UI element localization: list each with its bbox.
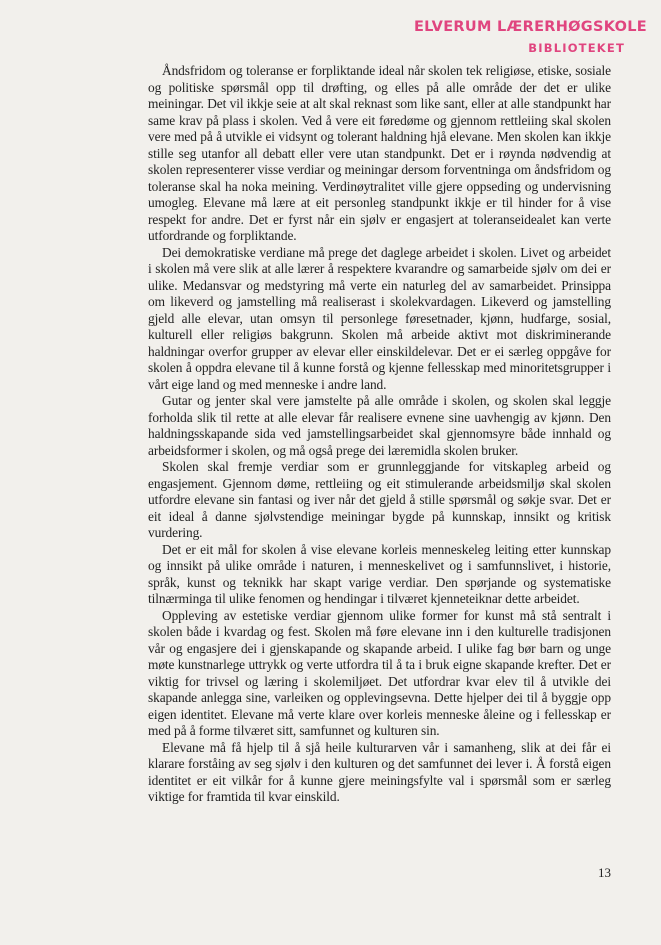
stamp-department: BIBLIOTEKET [528, 40, 625, 55]
paragraph: Dei demokratiske verdiane må prege det daglege arbeidet i skolen. Livet og arbeidet i skolen må vere slik at alle lærer å respektere kvarandre og samarbeide sjølv om dei er ulike. Medansvar og medstyring må verte ein naturleg del av samarbeidet. Prinsippa om likeverd og jamstelling må realiserast i skolekvardagen. Likeverd og jamstelling gjeld alle elevar, utan omsyn til personlege føresetnader, kjønn, hudfarge, sosial, kulturell eller religiøs bakgrunn. Skolen må arbeide aktivt mot diskriminerande haldningar overfor grupper av elevar eller einskildelevar. Det er ei særleg oppgåve for skolen å oppdra elevane til å kunne forstå og kjenne fellesskap med minoritetsgrupper i vårt eige land og med menneske i andre land. [148, 244, 611, 392]
stamp-institution: ELVERUM LÆRERHØGSKOLE [413, 19, 647, 35]
paragraph: Åndsfridom og toleranse er forpliktande ideal når skolen tek religiøse, etiske, sosiale og politiske spørsmål opp til drøfting, og elles på alle område der det er ulike meiningar. Det vil ikkje seie at alt skal reknast som like sant, eller at alle standpunkt har same krav på plass i skolen. Ved å vere eit føredøme og gjennom rettleiing skal skolen vere med på å utvikle ei vidsynt og tolerant haldning hjå elevane. Men skolen kan ikkje stille seg utanfor all debatt eller vere utan standpunkt. Det er i røynda nødvendig at skolen representerer visse verdiar og meiningar dersom forventninga om åndsfridom og toleranse skal ha noka meining. Verdinøytralitet ville gjere oppseding og undervisning umogleg. Elevane må lære at eit personleg standpunkt ikkje er til hinder for å vise respekt for andre. Det er fyrst når ein sjølv er engasjert at toleranseidealet kan verte utfordrande og forpliktande. [148, 63, 611, 243]
page-number: 13 [598, 865, 611, 880]
paragraph: Det er eit mål for skolen å vise elevane korleis menneskeleg leiting etter kunnskap og innsikt på ulike område i naturen, i menneskelivet og i samfunnslivet, i historie, språk, kunst og teknikk har skapt varige verdiar. Den spørjande og systematiske tilnærminga til ulike fenomen og hendingar i tilværet kjenneteiknar dette arbeidet. [148, 541, 611, 606]
paragraph: Gutar og jenter skal vere jamstelte på alle område i skolen, og skolen skal leggje forholda slik til rette at alle elevar får realisere evnene sine uavhengig av kjønn. Den haldningsskapande sida ved jamstellingsarbeidet skal gjennomsyre både innhald og arbeidsformer i skolen, og må også prege dei læremidla skolen bruker. [148, 393, 611, 458]
paragraph: Elevane må få hjelp til å sjå heile kulturarven vår i samanheng, slik at dei får ei klarare forståing av seg sjølv i den kulturen og det samfunnet dei lever i. Å forstå eigen identitet er eit vilkår for å kunne gjere meiningsfylte val i spørsmål som er særleg viktige for framtida til kvar einskild. [148, 739, 611, 804]
library-stamp [414, 20, 647, 54]
body-text [148, 63, 611, 806]
paragraph: Skolen skal fremje verdiar som er grunnleggjande for vitskapleg arbeid og engasjement. Gjennom døme, rettleiing og eit stimulerande arbeidsmiljø skal skolen utfordre elevane sin fantasi og iver når det gjeld å stille spørsmål og søkje svar. Det er eit ideal å danne sjølvstendige meiningar bygde på kunnskap, innsikt og kritisk vurdering. [148, 459, 611, 540]
paragraph: Oppleving av estetiske verdiar gjennom ulike former for kunst må stå sentralt i skolen både i kvardag og fest. Skolen må føre elevane inn i den kulturelle tradisjonen vår og engasjere dei i gjenskapande og skapande arbeid. I ulike fag bør barn og unge møte kunstnarlege uttrykk og verte utfordra til å ta i bruk eigne skapande krefter. Det er viktig for trivsel og læring i skolemiljøet. Det utfordrar kvar elev til å utvikle dei skapande anlegga sine, varleiken og opplevingsevna. Dette hjelper dei til å byggje opp eigen identitet. Elevane må verte klare over korleis menneske åleine og i fellesskap er med på å forme tilværet sitt, samfunnet og kulturen sin. [148, 607, 611, 738]
